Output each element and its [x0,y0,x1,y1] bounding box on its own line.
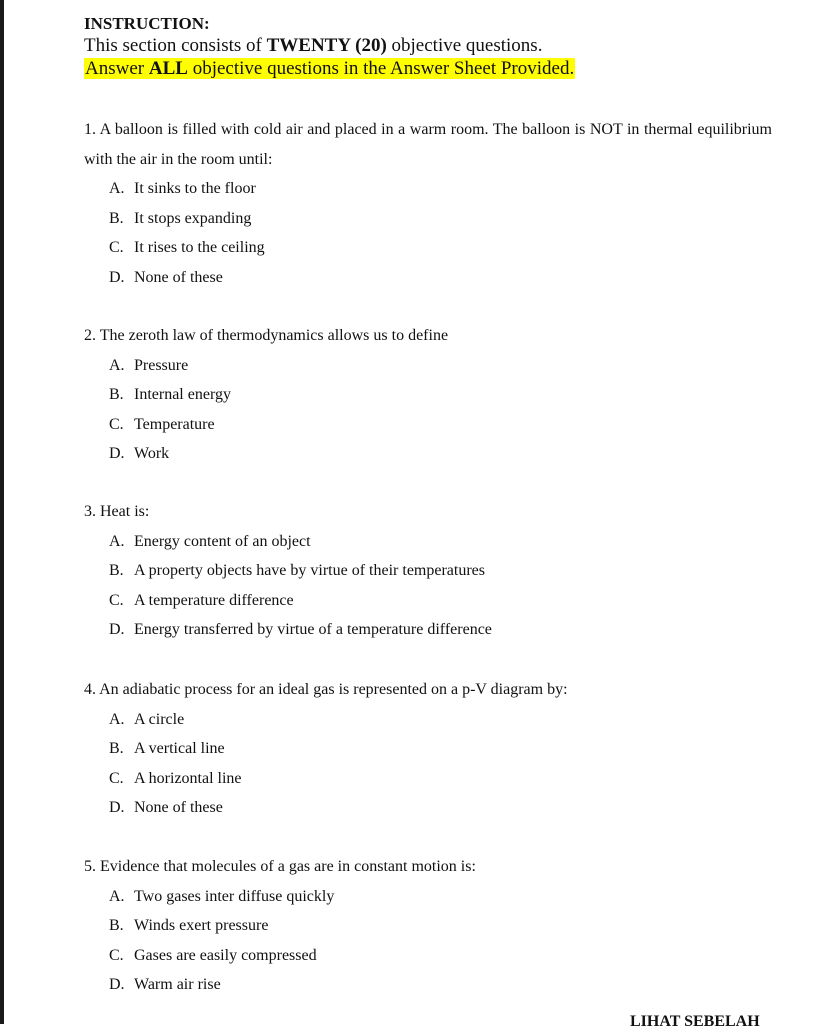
question-5 [84,852,772,1000]
option-letter: A. [109,710,125,728]
page-footer-next: LIHAT SEBELAH [630,1013,760,1030]
option-b [84,556,772,586]
option-letter: D. [109,799,125,816]
option-letter: A. [109,180,125,197]
option-text: None of these [134,799,223,816]
question-stem: 4. An adiabatic process for an ideal gas is represented on a p-V diagram by: [84,681,568,698]
instruction-line-1-end: objective questions. [386,35,543,56]
option-text: Energy content of an object [134,532,311,550]
option-letter: A. [109,532,125,550]
instruction-all: ALL [148,58,188,79]
instruction-line-2 [84,58,575,80]
option-text: Temperature [134,415,215,433]
option-d [84,970,772,1000]
option-letter: C. [109,415,124,433]
question-stem: 3. Heat is: [84,503,150,520]
option-letter: B. [109,917,124,934]
option-c [84,233,772,263]
question-1 [84,115,772,292]
instruction-highlight [84,58,575,79]
question-stem: 1. A balloon is filled with cold air and placed in a warm room. The balloon is NOT in thermal equilibrium with the air in the room until: [84,121,772,168]
option-text: It stops expanding [134,209,252,227]
option-list [84,882,772,1000]
option-letter: B. [109,740,124,757]
option-letter: B. [109,209,124,227]
question-4 [84,675,772,823]
question-2 [84,321,772,469]
option-letter: D. [109,976,125,993]
option-a [84,351,772,381]
option-text: A vertical line [134,740,225,757]
option-text: A horizontal line [134,769,242,787]
option-d [84,793,772,823]
option-text: Work [134,445,170,462]
option-list [84,174,772,292]
option-text: Internal energy [134,386,231,403]
option-text: It rises to the ceiling [134,239,265,256]
option-text: None of these [134,268,223,286]
option-c [84,941,772,971]
option-a [84,174,772,204]
option-text: A property objects have by virtue of their temperatures [134,562,485,579]
option-letter: B. [109,386,124,403]
option-letter: C. [109,946,124,964]
instruction-line-1 [84,35,542,57]
question-stem: 5. Evidence that molecules of a gas are in constant motion is: [84,858,476,875]
option-d [84,263,772,293]
question-count: TWENTY (20) [266,35,387,56]
option-list [84,527,772,645]
exam-page [84,0,784,1024]
option-text: Energy transferred by virtue of a temperature difference [134,621,492,638]
option-d [84,439,772,469]
option-letter: A. [109,887,125,905]
option-text: A circle [134,710,185,728]
option-list [84,351,772,469]
option-a [84,882,772,912]
option-b [84,734,772,764]
option-text: Gases are easily compressed [134,946,317,964]
option-letter: C. [109,591,124,609]
option-c [84,764,772,794]
option-text: It sinks to the floor [134,180,256,197]
question-3 [84,497,772,645]
page-left-border [0,0,4,1024]
option-text: Two gases inter diffuse quickly [134,887,335,905]
option-letter: D. [109,621,125,638]
option-letter: D. [109,268,125,286]
instruction-heading: INSTRUCTION: [84,14,210,33]
option-letter: C. [109,769,124,787]
option-text: Winds exert pressure [134,917,269,934]
option-b [84,380,772,410]
option-letter: B. [109,562,124,579]
option-text: A temperature difference [134,591,294,609]
instruction-line-1-text: This section consists of [84,35,267,56]
option-letter: A. [109,356,125,374]
option-b [84,204,772,234]
option-letter: D. [109,445,125,462]
question-stem: 2. The zeroth law of thermodynamics allows us to define [84,327,449,344]
option-text: Pressure [134,356,189,374]
option-letter: C. [109,239,124,256]
option-d [84,615,772,645]
instruction-line-2-end: objective questions in the Answer Sheet Provided. [187,58,575,79]
option-list [84,705,772,823]
option-c [84,586,772,616]
instruction-line-2-text: Answer [85,58,149,79]
option-text: Warm air rise [134,976,221,993]
option-a [84,705,772,735]
option-c [84,410,772,440]
option-b [84,911,772,941]
option-a [84,527,772,557]
